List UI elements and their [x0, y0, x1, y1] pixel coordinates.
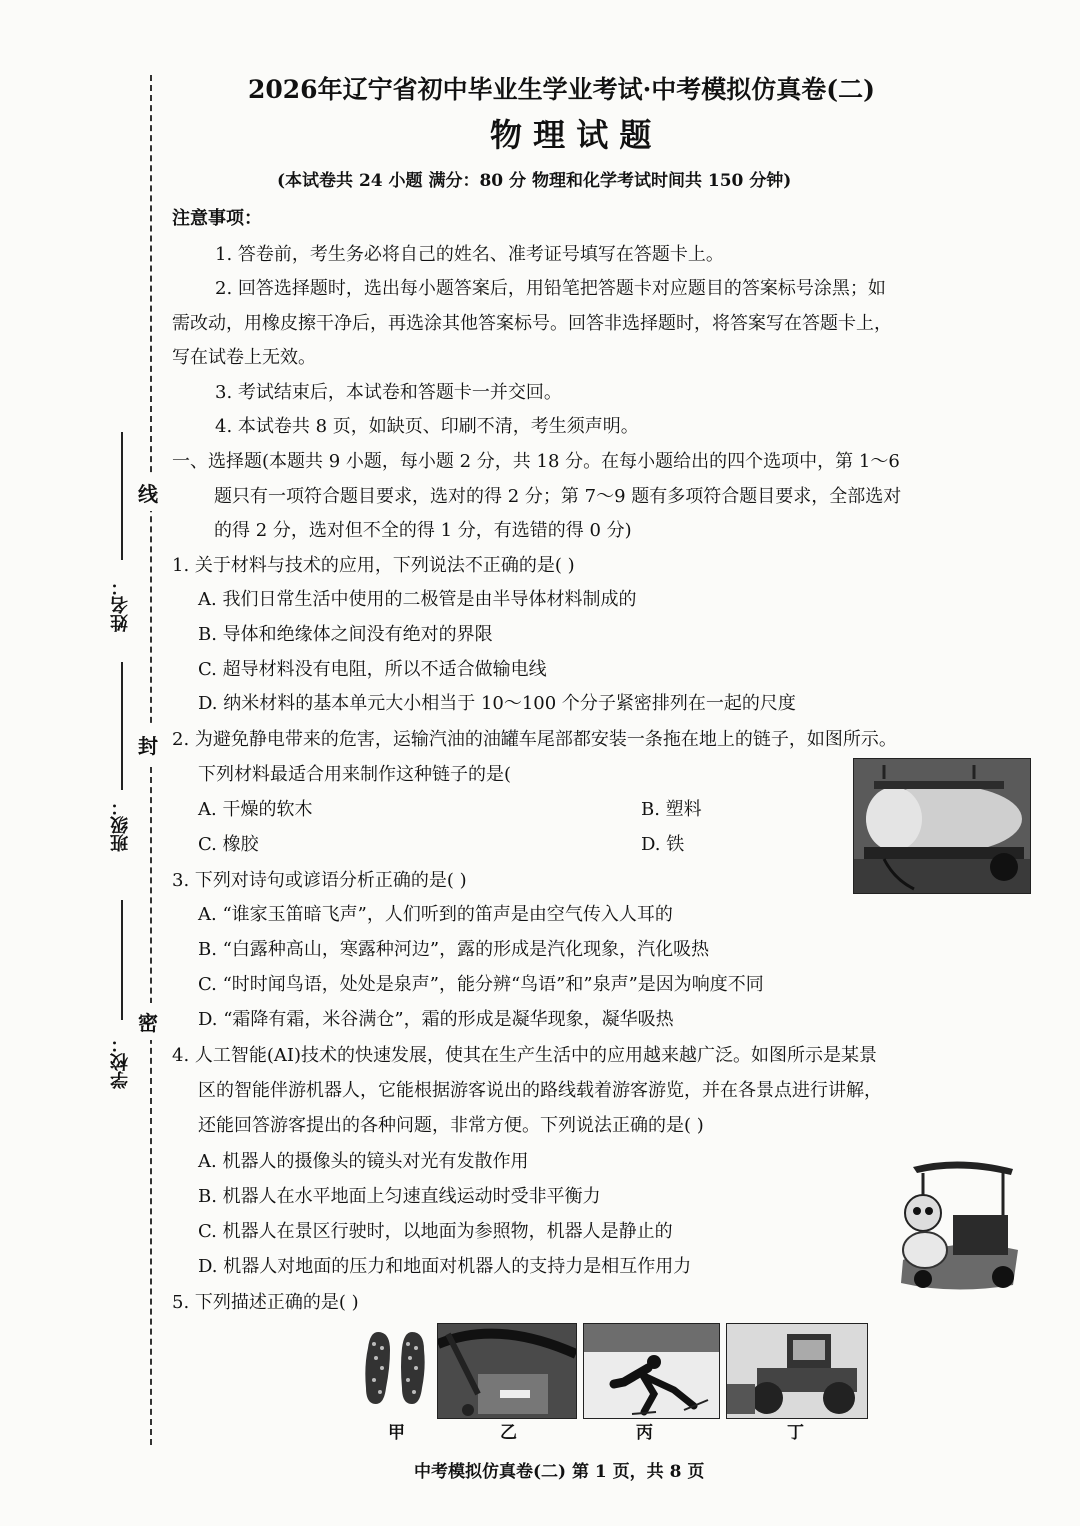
q1-option-a: A. 我们日常生活中使用的二极管是由半导体材料制成的 [198, 589, 637, 610]
q1-option-d: D. 纳米材料的基本单元大小相当于 10～100 个分子紧密排列在一起的尺度 [198, 693, 796, 714]
road-roller-photo [726, 1323, 868, 1419]
seal-mark-xian: 线 [138, 474, 158, 511]
guide-robot-photo [893, 1155, 1025, 1295]
exam-info: (本试卷共 24 小题 满分：80 分 物理和化学考试时间共 150 分钟) [277, 171, 792, 191]
q2-stem: 2. 为避免静电带来的危害，运输汽油的油罐车尾部都安装一条拖在地上的链子，如图所示。 [172, 729, 897, 750]
tanker-truck-photo [853, 758, 1031, 894]
q1-option-b: B. 导体和绝缘体之间没有绝对的界限 [198, 624, 493, 645]
exam-title: 2026年辽宁省初中毕业生学业考试·中考模拟仿真卷(二) [248, 75, 875, 104]
q4-option-a: A. 机器人的摄像头的镜头对光有发散作用 [198, 1151, 529, 1172]
q1-stem: 1. 关于材料与技术的应用，下列说法不正确的是( ) [172, 555, 575, 576]
class-label: 班级： [110, 798, 131, 852]
figure-label-ding: 丁 [787, 1423, 804, 1443]
q4-stem-1: 4. 人工智能(AI)技术的快速发展，使其在生产生活中的应用越来越广泛。如图所示是某景 [172, 1045, 878, 1066]
excavator-photo [437, 1323, 577, 1419]
speed-skater-photo [583, 1323, 720, 1419]
q3-option-a: A. “谁家玉笛暗飞声”，人们听到的笛声是由空气传入人耳的 [198, 904, 673, 925]
q2-stem-2: 下列材料最适合用来制作这种链子的是( [198, 764, 512, 785]
seal-mark-feng: 封 [138, 726, 158, 763]
class-blank-line [121, 662, 123, 790]
section1-line3: 的得 2 分，选对但不全的得 1 分，有选错的得 0 分) [214, 520, 632, 541]
school-label: 学校： [110, 1035, 131, 1089]
note-3: 3. 考试结束后，本试卷和答题卡一并交回。 [215, 382, 562, 403]
name-label: 姓名： [110, 578, 131, 632]
figure-label-yi: 乙 [500, 1423, 517, 1443]
notes-heading: 注意事项： [172, 208, 262, 229]
section1-line2: 题只有一项符合题目要求，选对的得 2 分；第 7～9 题有多项符合题目要求，全部选对 [214, 486, 902, 507]
section1-line1: 一、选择题(本题共 9 小题，每小题 2 分，共 18 分。在每小题给出的四个选项中，第 1～6 [172, 451, 900, 472]
q4-option-b: B. 机器人在水平地面上匀速直线运动时受非平衡力 [198, 1186, 601, 1207]
q2-option-a: A. 干燥的软木 [198, 799, 313, 820]
q3-option-d: D. “霜降有霜，米谷满仓”，霜的形成是凝华现象，凝华吸热 [198, 1009, 674, 1030]
note-2b: 需改动，用橡皮擦干净后，再选涂其他答案标号。回答非选择题时，将答案写在答题卡上， [172, 313, 892, 334]
shoe-soles-figure [360, 1328, 430, 1408]
note-1: 1. 答卷前，考生务必将自己的姓名、准考证号填写在答题卡上。 [215, 244, 724, 265]
q3-option-c: C. “时时闻鸟语，处处是泉声”，能分辨“鸟语”和”泉声”是因为响度不同 [198, 974, 764, 995]
q2-option-c: C. 橡胶 [198, 834, 259, 855]
q4-stem-2: 区的智能伴游机器人，它能根据游客说出的路线载着游客游览，并在各景点进行讲解， [198, 1080, 882, 1101]
q4-stem-3: 还能回答游客提出的各种问题，非常方便。下列说法正确的是( ) [198, 1115, 704, 1136]
q4-option-c: C. 机器人在景区行驶时，以地面为参照物，机器人是静止的 [198, 1221, 673, 1242]
subject-title: 物 理 试 题 [490, 116, 652, 154]
q4-option-d: D. 机器人对地面的压力和地面对机器人的支持力是相互作用力 [198, 1256, 692, 1277]
school-blank-line [121, 900, 123, 1020]
seal-mark-mi: 密 [138, 1003, 158, 1040]
q2-option-d: D. 铁 [641, 834, 685, 855]
q1-option-c: C. 超导材料没有电阻，所以不适合做输电线 [198, 659, 547, 680]
figure-label-bing: 丙 [636, 1423, 653, 1443]
q3-stem: 3. 下列对诗句或谚语分析正确的是( ) [172, 870, 467, 891]
note-2c: 写在试卷上无效。 [172, 347, 316, 368]
figure-label-jia: 甲 [388, 1423, 405, 1443]
note-4: 4. 本试卷共 8 页，如缺页、印刷不清，考生须声明。 [215, 416, 639, 437]
q3-option-b: B. “白露种高山，寒露种河边”，露的形成是汽化现象，汽化吸热 [198, 939, 710, 960]
note-2a: 2. 回答选择题时，选出每小题答案后，用铅笔把答题卡对应题目的答案标号涂黑；如 [215, 278, 886, 299]
name-blank-line [121, 432, 123, 560]
page-footer: 中考模拟仿真卷(二) 第 1 页，共 8 页 [414, 1462, 705, 1482]
q2-option-b: B. 塑料 [641, 799, 702, 820]
q5-stem: 5. 下列描述正确的是( ) [172, 1292, 359, 1313]
